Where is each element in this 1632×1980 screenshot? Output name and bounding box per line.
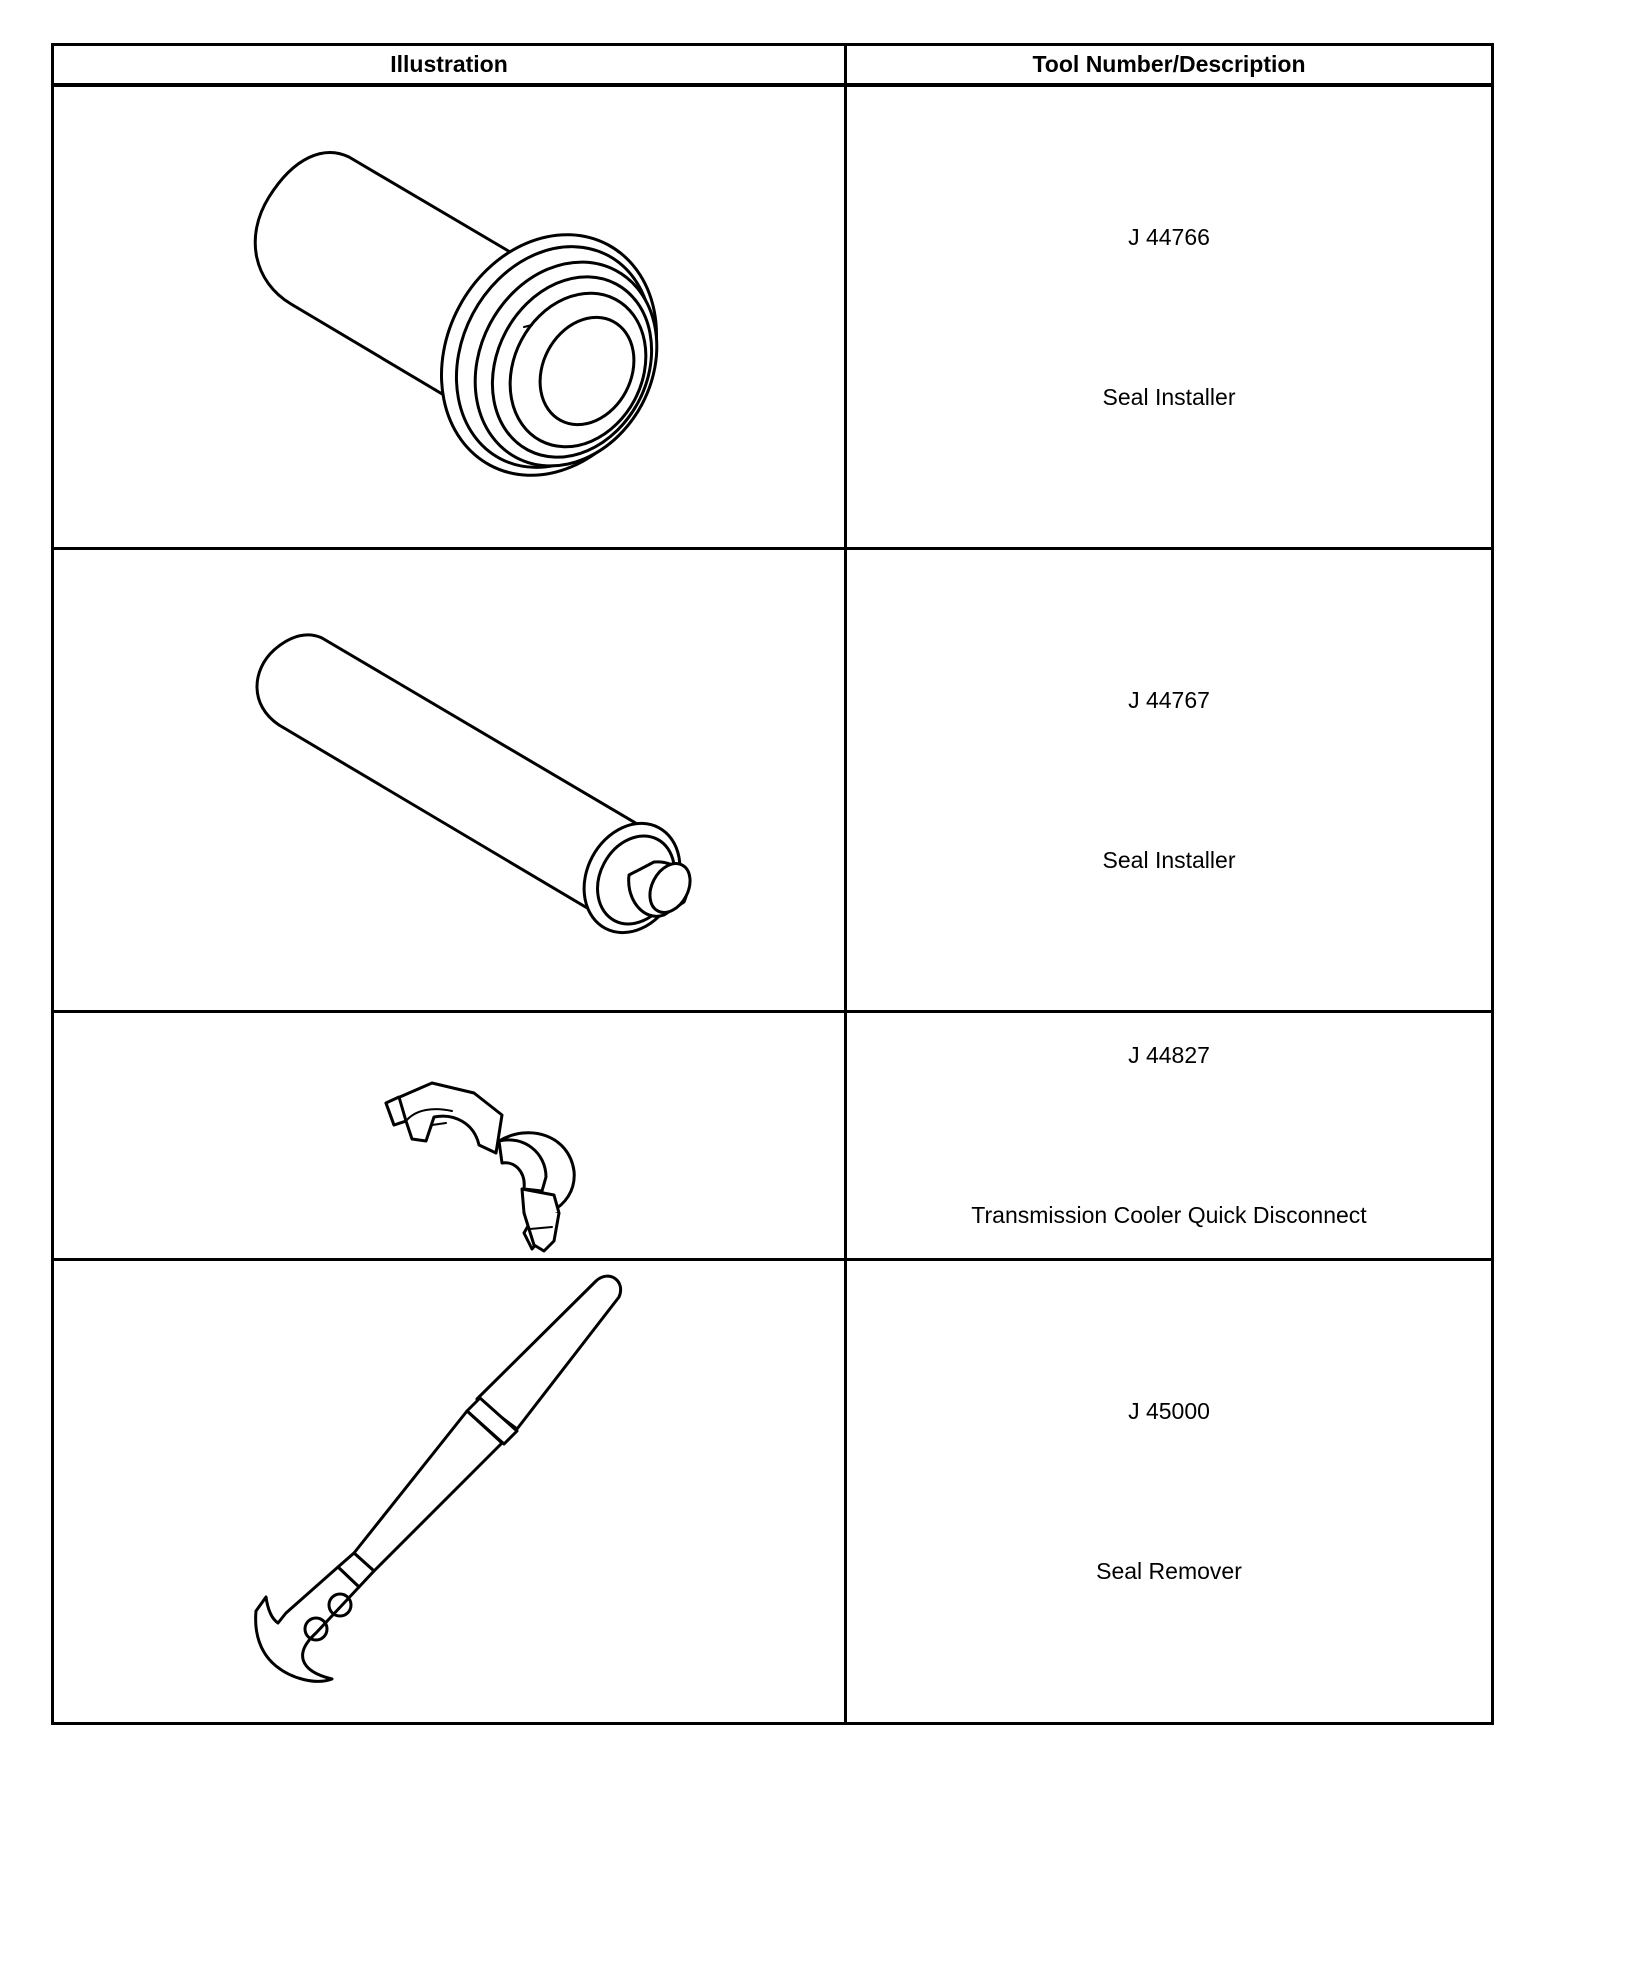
table-row xyxy=(53,1012,1493,1260)
table-row xyxy=(53,1260,1493,1724)
description-cell xyxy=(846,549,1493,1012)
description-cell xyxy=(846,1012,1493,1260)
tool-number: J 44767 xyxy=(1128,686,1210,713)
tool-number: J 44766 xyxy=(1128,223,1210,250)
seal-remover-hook-icon xyxy=(54,1261,847,1722)
quick-disconnect-clip-icon xyxy=(54,1013,847,1258)
header-tool-description: Tool Number/Description xyxy=(846,45,1493,86)
tool-number: J 44827 xyxy=(1128,1042,1210,1068)
seal-installer-small-icon xyxy=(54,550,847,1010)
illustration-cell xyxy=(53,85,846,549)
illustration-cell xyxy=(53,1012,846,1260)
header-illustration: Illustration xyxy=(53,45,846,86)
tool-number: J 45000 xyxy=(1128,1398,1210,1424)
tool-description: Transmission Cooler Quick Disconnect xyxy=(971,1202,1367,1228)
illustration-cell xyxy=(53,1260,846,1724)
description-cell xyxy=(846,85,1493,549)
seal-installer-large-icon xyxy=(54,87,847,547)
tool-description: Seal Installer xyxy=(1102,846,1236,873)
table-row xyxy=(53,85,1493,549)
special-tools-table xyxy=(51,43,1494,1725)
tool-description: Seal Installer xyxy=(1102,383,1236,410)
tool-description: Seal Remover xyxy=(1096,1558,1242,1584)
illustration-cell xyxy=(53,549,846,1012)
description-cell xyxy=(846,1260,1493,1724)
header-row xyxy=(53,45,1493,86)
table-row xyxy=(53,549,1493,1012)
